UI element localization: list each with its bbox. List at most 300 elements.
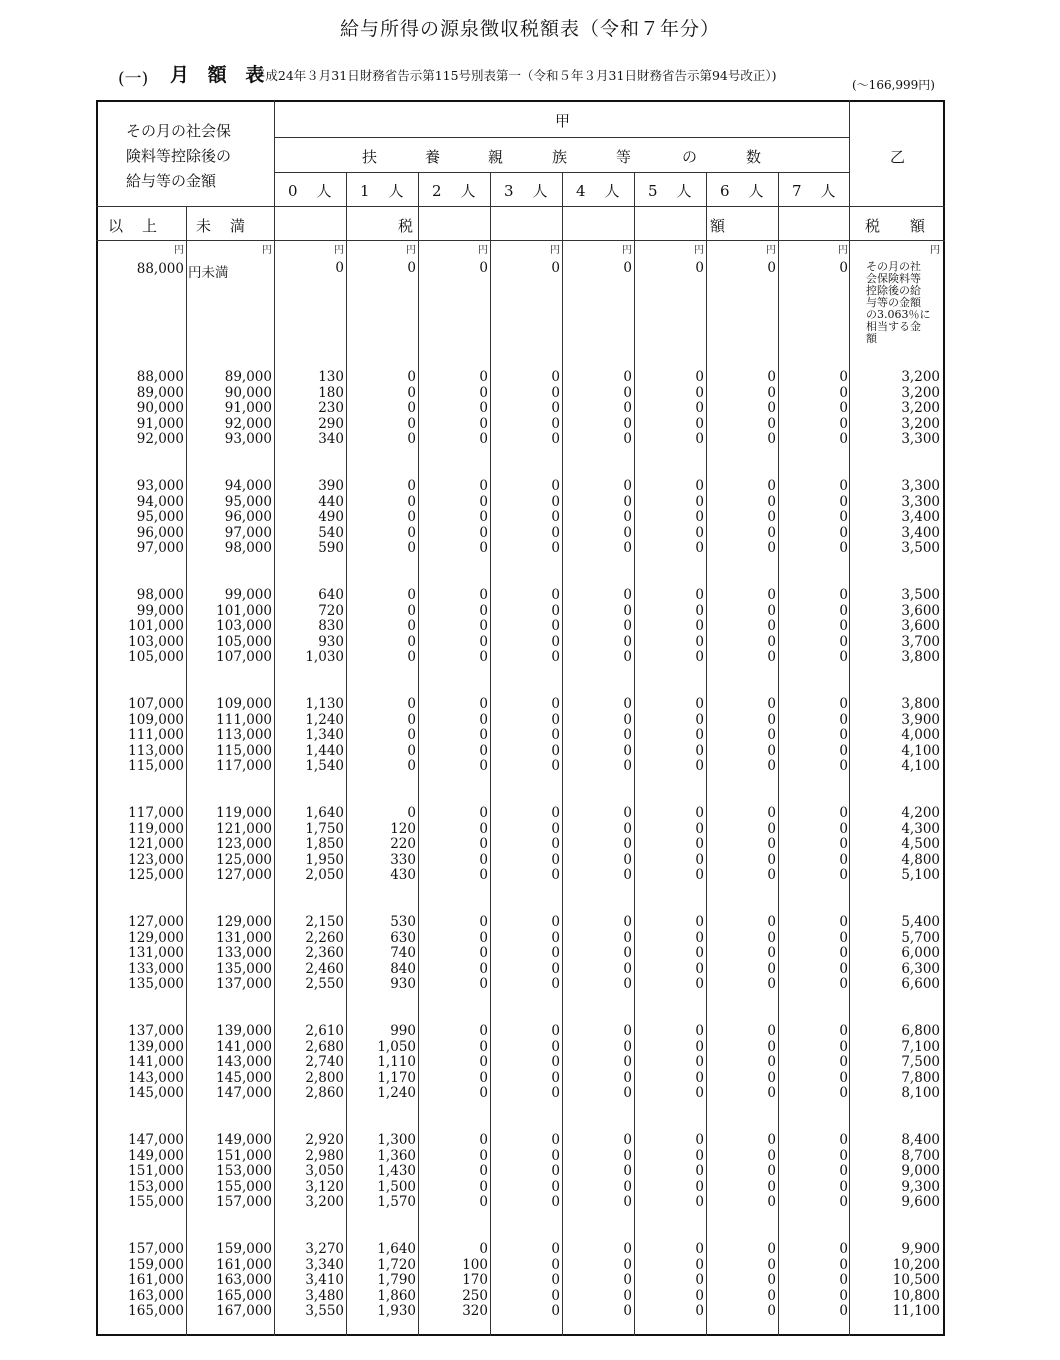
tax-dep-5: 0	[695, 602, 704, 619]
tax-dep-0: 440	[318, 493, 344, 510]
tax-dep-1: 0	[407, 602, 416, 619]
tax-otsu: 5,100	[901, 867, 940, 883]
income-to: 137,000	[216, 976, 272, 992]
tax-dep-2: 0	[479, 727, 488, 743]
tax-dep-3: 0	[551, 1023, 560, 1039]
tax-dep-4: 0	[623, 1256, 632, 1273]
income-from: 141,000	[128, 1054, 184, 1070]
tax-otsu: 4,200	[901, 805, 940, 821]
income-from: 99,000	[136, 602, 184, 619]
tax-dep-3: 0	[551, 384, 560, 401]
tax-otsu: 10,200	[892, 1256, 940, 1273]
income-to: 113,000	[216, 727, 272, 743]
tax-dep-3: 0	[551, 633, 560, 650]
tax-dep-6: 0	[767, 602, 776, 619]
tax-dep-4: 0	[623, 1023, 632, 1039]
tax-dep-5: 0	[695, 524, 704, 541]
income-to: 90,000	[224, 384, 272, 401]
tax-dep-4: 0	[623, 509, 632, 525]
tax-dep-3: 0	[551, 431, 560, 447]
col-rule-6	[706, 172, 707, 1336]
income-from: 98,000	[136, 587, 184, 603]
tax-dep-5: 0	[695, 369, 704, 385]
tax-dep-6: 0	[767, 1147, 776, 1164]
tax-dep-1: 0	[407, 633, 416, 650]
tax-dep-7: 0	[839, 1194, 848, 1210]
tax-dep-1: 1,300	[377, 1132, 416, 1148]
tax-dep-2: 0	[479, 602, 488, 619]
tax-dep-5: 0	[695, 649, 704, 665]
tax-dep-1: 0	[407, 509, 416, 525]
tax-dep-2: 0	[479, 493, 488, 510]
tax-dep-4: 0	[623, 1194, 632, 1210]
income-from: 147,000	[128, 1132, 184, 1148]
tax-dep-2: 0	[479, 1163, 488, 1179]
tax-dep-4: 0	[623, 1069, 632, 1086]
tax-dep-0: 3,200	[305, 1194, 344, 1210]
unit-label: 円	[838, 245, 848, 256]
unit-label: 円	[478, 245, 488, 256]
tax-dep-3: 0	[551, 867, 560, 883]
tax-dep-4: 0	[623, 758, 632, 774]
unit-label: 円	[334, 245, 344, 256]
tax-dep-2: 0	[479, 415, 488, 432]
tax-dep-1: 1,720	[377, 1256, 416, 1273]
tax-dep-1: 0	[407, 540, 416, 556]
tax-otsu: 3,300	[901, 493, 940, 510]
tax-dep-4: 0	[623, 1085, 632, 1101]
tax-dep-0: 1,130	[305, 696, 344, 712]
tax-dep-7: 0	[839, 1272, 848, 1288]
tax-dep-6: 0	[767, 696, 776, 712]
table-range: (～166,999円)	[852, 78, 935, 92]
income-from: 123,000	[128, 851, 184, 868]
tax-dep-6: 0	[767, 1272, 776, 1288]
tax-dep-6: 0	[767, 509, 776, 525]
income-to: 143,000	[216, 1054, 272, 1070]
tax-dep-2: 0	[479, 929, 488, 946]
income-from: 153,000	[128, 1178, 184, 1195]
tax-dep-1: 0	[407, 742, 416, 759]
tax-dep-7: 0	[839, 384, 848, 401]
tax-dep-0: 2,150	[305, 914, 344, 930]
tax-dep-4: 0	[623, 742, 632, 759]
income-to: 93,000	[224, 431, 272, 447]
income-to: 131,000	[216, 929, 272, 946]
tax-otsu: 4,800	[901, 851, 940, 868]
tax-dep-7: 0	[839, 914, 848, 930]
first-row-tax: 0	[767, 260, 776, 276]
tax-otsu: 3,900	[901, 711, 940, 728]
otsu-header: 乙	[890, 148, 906, 166]
otsu-note-line: の3.063％に	[866, 308, 931, 321]
dependents-3: 3 人	[504, 182, 550, 200]
dep-label-char: 等	[616, 148, 632, 166]
tax-dep-1: 0	[407, 696, 416, 712]
tax-dep-5: 0	[695, 493, 704, 510]
tax-dep-7: 0	[839, 431, 848, 447]
tax-dep-0: 930	[318, 633, 344, 650]
income-from: 115,000	[128, 758, 184, 774]
tax-dep-1: 0	[407, 649, 416, 665]
tax-dep-7: 0	[839, 493, 848, 510]
tax-dep-5: 0	[695, 1054, 704, 1070]
tax-dep-0: 3,340	[305, 1256, 344, 1273]
row-label-line1: その月の社会保	[126, 122, 232, 140]
income-from: 97,000	[136, 540, 184, 556]
first-row-tax: 0	[839, 260, 848, 276]
income-from: 133,000	[128, 960, 184, 977]
tax-dep-3: 0	[551, 1303, 560, 1319]
tax-dep-6: 0	[767, 727, 776, 743]
income-to: 98,000	[224, 540, 272, 556]
tax-dep-2: 0	[479, 696, 488, 712]
tax-dep-4: 0	[623, 1178, 632, 1195]
tax-otsu: 4,300	[901, 820, 940, 837]
tax-dep-4: 0	[623, 493, 632, 510]
tax-dep-0: 590	[318, 540, 344, 556]
tax-otsu: 3,500	[901, 540, 940, 556]
tax-dep-6: 0	[767, 976, 776, 992]
income-to: 117,000	[216, 758, 272, 774]
income-to: 123,000	[216, 836, 272, 852]
tax-dep-3: 0	[551, 524, 560, 541]
tax-dep-2: 0	[479, 400, 488, 416]
tax-dep-1: 1,570	[377, 1194, 416, 1210]
tax-dep-1: 740	[390, 945, 416, 961]
tax-dep-5: 0	[695, 1287, 704, 1304]
tax-dep-6: 0	[767, 742, 776, 759]
otsu-note-line: その月の社	[866, 260, 921, 273]
tax-dep-1: 0	[407, 587, 416, 603]
income-from: 161,000	[128, 1272, 184, 1288]
first-row-tax: 0	[335, 260, 344, 276]
gaku-header: 額	[710, 217, 726, 235]
income-from: 157,000	[128, 1241, 184, 1257]
tax-dep-5: 0	[695, 914, 704, 930]
tax-dep-7: 0	[839, 1132, 848, 1148]
income-from: 145,000	[128, 1085, 184, 1101]
tax-dep-5: 0	[695, 618, 704, 634]
tax-dep-3: 0	[551, 602, 560, 619]
unit-label: 円	[174, 245, 184, 256]
tax-dep-3: 0	[551, 914, 560, 930]
tax-dep-0: 1,850	[305, 836, 344, 852]
income-to: 163,000	[216, 1272, 272, 1288]
tax-dep-1: 0	[407, 758, 416, 774]
unit-label: 円	[930, 245, 940, 256]
tax-dep-3: 0	[551, 960, 560, 977]
tax-dep-6: 0	[767, 369, 776, 385]
tax-otsu: 3,700	[901, 633, 940, 650]
income-to: 92,000	[224, 415, 272, 432]
tax-dep-0: 230	[318, 400, 344, 416]
tax-dep-7: 0	[839, 805, 848, 821]
tax-dep-5: 0	[695, 1147, 704, 1164]
col-rule-4	[562, 172, 563, 1336]
income-from: 92,000	[136, 431, 184, 447]
header-rule-units	[96, 240, 945, 241]
tax-dep-3: 0	[551, 540, 560, 556]
tax-dep-4: 0	[623, 633, 632, 650]
tax-dep-0: 2,920	[305, 1132, 344, 1148]
tax-dep-2: 0	[479, 836, 488, 852]
header-rule-kou	[274, 137, 849, 138]
tax-dep-4: 0	[623, 1054, 632, 1070]
tax-dep-7: 0	[839, 742, 848, 759]
tax-dep-4: 0	[623, 415, 632, 432]
tax-dep-2: 0	[479, 540, 488, 556]
tax-dep-6: 0	[767, 929, 776, 946]
tax-dep-2: 0	[479, 1178, 488, 1195]
tax-dep-3: 0	[551, 1147, 560, 1164]
unit-label: 円	[622, 245, 632, 256]
col-rule-7	[778, 172, 779, 1336]
tax-dep-5: 0	[695, 431, 704, 447]
income-from: 109,000	[128, 711, 184, 728]
first-row-tax: 0	[407, 260, 416, 276]
tax-dep-6: 0	[767, 1163, 776, 1179]
income-to: 97,000	[224, 524, 272, 541]
tax-dep-0: 2,800	[305, 1069, 344, 1086]
income-from: 149,000	[128, 1147, 184, 1164]
tax-otsu: 9,300	[901, 1178, 940, 1195]
income-to: 159,000	[216, 1241, 272, 1257]
tax-dep-6: 0	[767, 649, 776, 665]
col-rule-5	[634, 172, 635, 1336]
tax-dep-3: 0	[551, 649, 560, 665]
tax-dep-5: 0	[695, 633, 704, 650]
tax-dep-1: 1,430	[377, 1163, 416, 1179]
tax-dep-1: 1,790	[377, 1272, 416, 1288]
tax-dep-6: 0	[767, 1303, 776, 1319]
tax-otsu: 5,400	[901, 914, 940, 930]
income-to: 111,000	[216, 711, 272, 728]
tax-dep-0: 1,340	[305, 727, 344, 743]
tax-dep-3: 0	[551, 711, 560, 728]
tax-otsu: 3,200	[901, 384, 940, 401]
tax-dep-5: 0	[695, 587, 704, 603]
tax-dep-6: 0	[767, 1069, 776, 1086]
tax-dep-1: 1,930	[377, 1303, 416, 1319]
tax-dep-6: 0	[767, 758, 776, 774]
tax-dep-3: 0	[551, 820, 560, 837]
tax-dep-2: 0	[479, 1023, 488, 1039]
tax-dep-2: 0	[479, 1132, 488, 1148]
tax-dep-3: 0	[551, 945, 560, 961]
tax-otsu: 3,600	[901, 602, 940, 619]
tax-dep-4: 0	[623, 1132, 632, 1148]
tax-dep-3: 0	[551, 929, 560, 946]
tax-otsu: 3,600	[901, 618, 940, 634]
tax-dep-6: 0	[767, 540, 776, 556]
tax-dep-0: 2,680	[305, 1038, 344, 1055]
tax-dep-6: 0	[767, 851, 776, 868]
tax-dep-0: 720	[318, 602, 344, 619]
tax-dep-7: 0	[839, 1163, 848, 1179]
income-to: 99,000	[224, 587, 272, 603]
tax-dep-7: 0	[839, 1241, 848, 1257]
dependents-1: 1 人	[360, 182, 406, 200]
income-from: 131,000	[128, 945, 184, 961]
tax-dep-2: 0	[479, 867, 488, 883]
tax-dep-2: 0	[479, 509, 488, 525]
tax-dep-2: 0	[479, 478, 488, 494]
tax-dep-3: 0	[551, 1132, 560, 1148]
tax-dep-7: 0	[839, 1069, 848, 1086]
tax-dep-1: 1,860	[377, 1287, 416, 1304]
tax-dep-6: 0	[767, 618, 776, 634]
otsu-note-line: 与等の金額	[866, 296, 921, 309]
income-to: 115,000	[216, 742, 272, 759]
tax-dep-6: 0	[767, 805, 776, 821]
income-to: 149,000	[216, 1132, 272, 1148]
income-to: 141,000	[216, 1038, 272, 1055]
tax-dep-7: 0	[839, 618, 848, 634]
tax-dep-1: 1,050	[377, 1038, 416, 1055]
tax-dep-2: 0	[479, 524, 488, 541]
tax-dep-6: 0	[767, 1023, 776, 1039]
income-from: 159,000	[128, 1256, 184, 1273]
tax-dep-0: 1,950	[305, 851, 344, 868]
col-rule-income	[274, 100, 275, 1336]
tax-dep-7: 0	[839, 400, 848, 416]
tax-dep-7: 0	[839, 1038, 848, 1055]
table-reference: (平成24年３月31日財務省告示第115号別表第一（令和５年３月31日財務省告示第94号改正）)	[248, 68, 777, 83]
tax-otsu: 9,900	[901, 1241, 940, 1257]
tax-dep-3: 0	[551, 1178, 560, 1195]
tax-dep-5: 0	[695, 727, 704, 743]
tax-dep-5: 0	[695, 945, 704, 961]
income-to: 96,000	[224, 509, 272, 525]
tax-dep-2: 0	[479, 976, 488, 992]
tax-dep-6: 0	[767, 1132, 776, 1148]
income-from: 121,000	[128, 836, 184, 852]
tax-dep-2: 0	[479, 384, 488, 401]
tax-dep-0: 130	[318, 369, 344, 385]
tax-dep-5: 0	[695, 1303, 704, 1319]
tax-dep-5: 0	[695, 1256, 704, 1273]
tax-dep-2: 170	[462, 1272, 488, 1288]
tax-dep-6: 0	[767, 1194, 776, 1210]
income-to: 167,000	[216, 1303, 272, 1319]
income-from: 139,000	[128, 1038, 184, 1055]
tax-dep-5: 0	[695, 1069, 704, 1086]
tax-dep-3: 0	[551, 493, 560, 510]
tax-otsu: 8,100	[901, 1085, 940, 1101]
tax-otsu: 3,400	[901, 509, 940, 525]
income-from: 101,000	[128, 618, 184, 634]
income-to: 139,000	[216, 1023, 272, 1039]
income-to: 155,000	[216, 1178, 272, 1195]
tax-dep-6: 0	[767, 867, 776, 883]
tax-dep-1: 1,360	[377, 1147, 416, 1164]
tax-dep-3: 0	[551, 1085, 560, 1101]
tax-dep-2: 0	[479, 649, 488, 665]
tax-dep-7: 0	[839, 867, 848, 883]
tax-dep-6: 0	[767, 587, 776, 603]
tax-dep-1: 1,240	[377, 1085, 416, 1101]
tax-dep-5: 0	[695, 696, 704, 712]
income-to: 147,000	[216, 1085, 272, 1101]
col-rule-2	[418, 172, 419, 1336]
unit-label: 円	[694, 245, 704, 256]
tax-dep-6: 0	[767, 820, 776, 837]
income-to: 103,000	[216, 618, 272, 634]
dependents-6: 6 人	[720, 182, 766, 200]
tax-dep-3: 0	[551, 1194, 560, 1210]
tax-dep-0: 390	[318, 478, 344, 494]
tax-dep-5: 0	[695, 851, 704, 868]
tax-dep-7: 0	[839, 633, 848, 650]
tax-dep-4: 0	[623, 945, 632, 961]
tax-dep-0: 640	[318, 587, 344, 603]
tax-dep-0: 1,540	[305, 758, 344, 774]
col-rule-1	[346, 172, 347, 1336]
table-name: 月 額 表	[170, 64, 271, 86]
tax-otsu: 6,300	[901, 960, 940, 977]
tax-dep-6: 0	[767, 1256, 776, 1273]
tax-otsu: 9,600	[901, 1194, 940, 1210]
tax-dep-2: 0	[479, 711, 488, 728]
income-to: 95,000	[224, 493, 272, 510]
income-from: 96,000	[136, 524, 184, 541]
tax-otsu: 3,300	[901, 431, 940, 447]
income-to: 89,000	[224, 369, 272, 385]
income-from: 163,000	[128, 1287, 184, 1304]
tax-dep-7: 0	[839, 696, 848, 712]
tax-dep-0: 2,980	[305, 1147, 344, 1164]
tax-dep-5: 0	[695, 960, 704, 977]
tax-dep-7: 0	[839, 369, 848, 385]
miman-header: 未 満	[196, 217, 248, 235]
tax-dep-0: 2,460	[305, 960, 344, 977]
income-to: 109,000	[216, 696, 272, 712]
tax-dep-4: 0	[623, 727, 632, 743]
tax-dep-3: 0	[551, 742, 560, 759]
tax-dep-0: 2,860	[305, 1085, 344, 1101]
tax-dep-2: 0	[479, 1147, 488, 1164]
tax-dep-6: 0	[767, 384, 776, 401]
income-from: 93,000	[136, 478, 184, 494]
tax-dep-3: 0	[551, 727, 560, 743]
tax-dep-1: 0	[407, 400, 416, 416]
tax-dep-2: 320	[462, 1303, 488, 1319]
tax-dep-4: 0	[623, 820, 632, 837]
unit-label: 円	[766, 245, 776, 256]
tax-dep-1: 0	[407, 369, 416, 385]
tax-dep-5: 0	[695, 742, 704, 759]
tax-dep-4: 0	[623, 1038, 632, 1055]
income-from: 111,000	[128, 727, 184, 743]
tax-dep-7: 0	[839, 587, 848, 603]
tax-dep-7: 0	[839, 960, 848, 977]
tax-dep-7: 0	[839, 836, 848, 852]
tax-dep-5: 0	[695, 400, 704, 416]
otsu-tax-header: 税 額	[865, 217, 926, 235]
tax-dep-5: 0	[695, 711, 704, 728]
tax-dep-6: 0	[767, 493, 776, 510]
dep-label-char: 養	[425, 148, 441, 166]
tax-dep-7: 0	[839, 1147, 848, 1164]
tax-dep-1: 630	[390, 929, 416, 946]
col-rule-ijou	[186, 206, 187, 1336]
tax-dep-5: 0	[695, 1163, 704, 1179]
tax-dep-2: 0	[479, 431, 488, 447]
tax-otsu: 10,500	[892, 1272, 940, 1288]
tax-otsu: 4,000	[901, 727, 940, 743]
tax-dep-3: 0	[551, 369, 560, 385]
